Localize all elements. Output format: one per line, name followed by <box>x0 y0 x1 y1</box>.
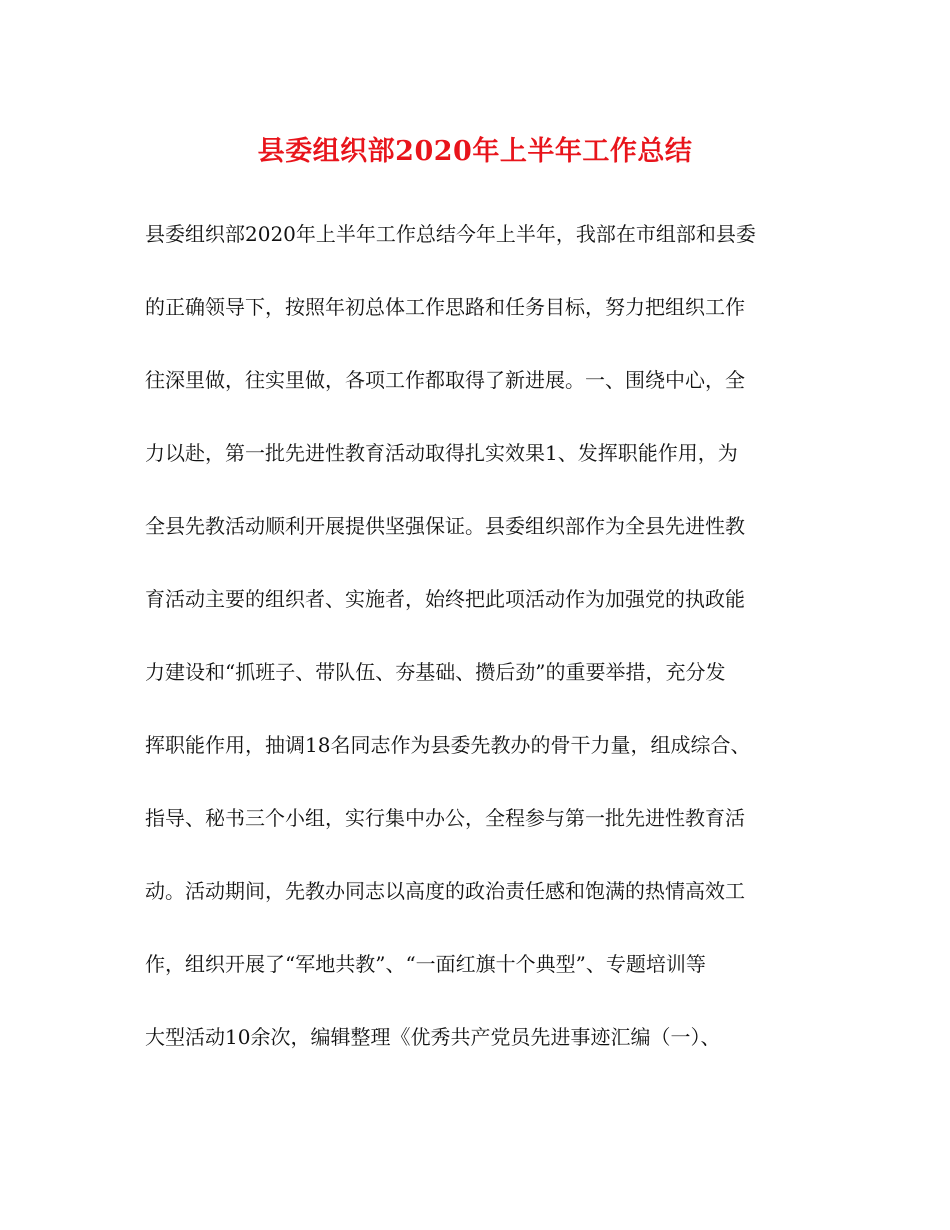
body-line: 的正确领导下，按照年初总体工作思路和任务目标，努力把组织工作 <box>145 295 745 319</box>
body-line: 全县先教活动顺利开展提供坚强保证。县委组织部作为全县先进性教 <box>145 514 745 538</box>
body-line: 力以赴，第一批先进性教育活动取得扎实效果1、发挥职能作用，为 <box>145 441 738 465</box>
document-body <box>145 214 825 1090</box>
body-line: 往深里做，往实里做，各项工作都取得了新进展。一、围绕中心，全 <box>145 368 745 392</box>
body-line: 指导、秘书三个小组，实行集中办公，全程参与第一批先进性教育活 <box>145 806 745 830</box>
body-line: 大型活动10余次，编辑整理《优秀共产党员先进事迹汇编（一）、 <box>145 1025 721 1049</box>
body-line: 挥职能作用，抽调18名同志作为县委先教办的骨干力量，组成综合、 <box>145 733 751 757</box>
body-line: 县委组织部2020年上半年工作总结今年上半年，我部在市组部和县委 <box>145 222 756 246</box>
body-line: 育活动主要的组织者、实施者，始终把此项活动作为加强党的执政能 <box>145 587 745 611</box>
body-line: 力建设和“抓班子、带队伍、夯基础、攒后劲”的重要举措，充分发 <box>145 660 726 684</box>
document-title: 县委组织部2020年上半年工作总结 <box>257 136 693 167</box>
body-line: 作，组织开展了“军地共教”、“一面红旗十个典型”、专题培训等 <box>145 952 706 976</box>
body-line: 动。活动期间，先教办同志以高度的政治责任感和饱满的热情高效工 <box>145 879 745 903</box>
